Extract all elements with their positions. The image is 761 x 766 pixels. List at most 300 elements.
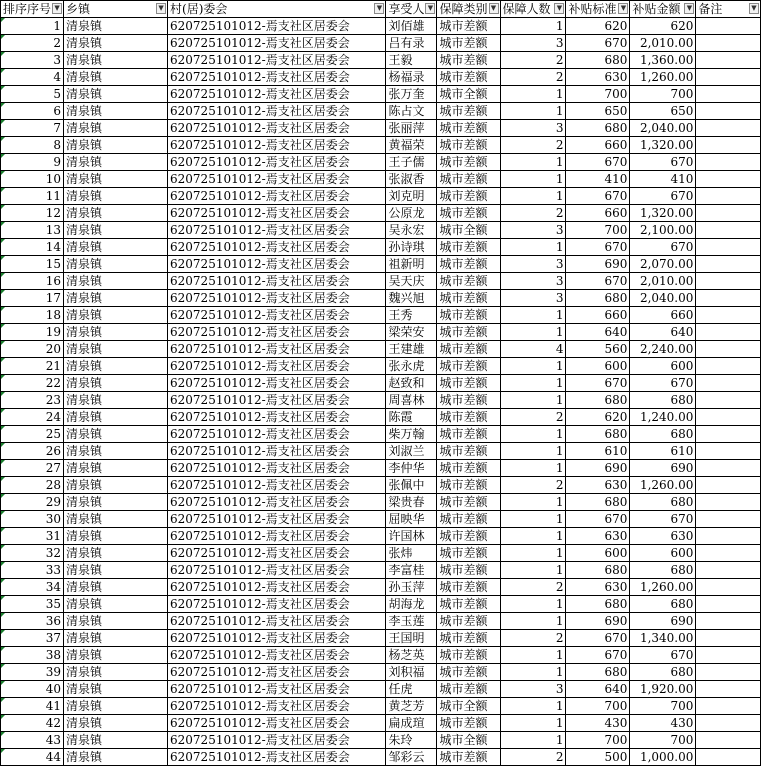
cell-category[interactable]: 城市差额 <box>437 120 500 137</box>
cell-standard[interactable]: 630 <box>566 528 630 545</box>
filter-dropdown-icon[interactable]: ▼ <box>618 3 628 14</box>
cell-amount[interactable]: 2,070.00 <box>630 256 696 273</box>
cell-amount[interactable]: 680 <box>630 596 696 613</box>
cell-amount[interactable]: 1,240.00 <box>630 409 696 426</box>
cell-town[interactable]: 清泉镇 <box>64 647 168 664</box>
filter-dropdown-icon[interactable]: ▼ <box>554 3 564 14</box>
cell-amount[interactable]: 700 <box>630 86 696 103</box>
cell-note[interactable] <box>696 18 761 35</box>
cell-amount[interactable]: 700 <box>630 698 696 715</box>
cell-seq[interactable]: 16 <box>1 273 64 290</box>
cell-count[interactable]: 2 <box>500 205 566 222</box>
cell-seq[interactable]: 5 <box>1 86 64 103</box>
cell-person[interactable]: 魏兴旭 <box>386 290 437 307</box>
cell-note[interactable] <box>696 86 761 103</box>
cell-standard[interactable]: 680 <box>566 52 630 69</box>
cell-amount[interactable]: 650 <box>630 103 696 120</box>
cell-town[interactable]: 清泉镇 <box>64 511 168 528</box>
cell-town[interactable]: 清泉镇 <box>64 86 168 103</box>
cell-category[interactable]: 城市差额 <box>437 613 500 630</box>
cell-town[interactable]: 清泉镇 <box>64 171 168 188</box>
cell-category[interactable]: 城市差额 <box>437 647 500 664</box>
cell-standard[interactable]: 690 <box>566 613 630 630</box>
cell-standard[interactable]: 680 <box>566 664 630 681</box>
cell-note[interactable] <box>696 596 761 613</box>
cell-standard[interactable]: 690 <box>566 256 630 273</box>
cell-standard[interactable]: 600 <box>566 358 630 375</box>
cell-count[interactable]: 4 <box>500 341 566 358</box>
cell-category[interactable]: 城市全额 <box>437 732 500 749</box>
cell-town[interactable]: 清泉镇 <box>64 545 168 562</box>
cell-town[interactable]: 清泉镇 <box>64 681 168 698</box>
cell-person[interactable]: 梁荣安 <box>386 324 437 341</box>
cell-category[interactable]: 城市全额 <box>437 86 500 103</box>
cell-amount[interactable]: 1,320.00 <box>630 205 696 222</box>
cell-count[interactable]: 1 <box>500 103 566 120</box>
cell-category[interactable]: 城市差额 <box>437 460 500 477</box>
cell-person[interactable]: 王毅 <box>386 52 437 69</box>
cell-amount[interactable]: 1,360.00 <box>630 52 696 69</box>
cell-count[interactable]: 1 <box>500 698 566 715</box>
cell-village[interactable]: 620725101012-焉支社区居委会 <box>168 511 386 528</box>
cell-person[interactable]: 张永虎 <box>386 358 437 375</box>
cell-note[interactable] <box>696 154 761 171</box>
cell-category[interactable]: 城市差额 <box>437 324 500 341</box>
cell-person[interactable]: 任虎 <box>386 681 437 698</box>
cell-village[interactable]: 620725101012-焉支社区居委会 <box>168 120 386 137</box>
cell-note[interactable] <box>696 52 761 69</box>
cell-amount[interactable]: 430 <box>630 715 696 732</box>
cell-standard[interactable]: 680 <box>566 562 630 579</box>
cell-town[interactable]: 清泉镇 <box>64 698 168 715</box>
cell-category[interactable]: 城市差额 <box>437 154 500 171</box>
cell-amount[interactable]: 1,000.00 <box>630 749 696 766</box>
cell-seq[interactable]: 35 <box>1 596 64 613</box>
cell-amount[interactable]: 680 <box>630 392 696 409</box>
cell-amount[interactable]: 680 <box>630 664 696 681</box>
cell-note[interactable] <box>696 69 761 86</box>
cell-village[interactable]: 620725101012-焉支社区居委会 <box>168 307 386 324</box>
cell-standard[interactable]: 630 <box>566 69 630 86</box>
cell-category[interactable]: 城市差额 <box>437 749 500 766</box>
cell-count[interactable]: 2 <box>500 749 566 766</box>
cell-amount[interactable]: 660 <box>630 307 696 324</box>
cell-village[interactable]: 620725101012-焉支社区居委会 <box>168 732 386 749</box>
cell-seq[interactable]: 23 <box>1 392 64 409</box>
cell-person[interactable]: 屈映华 <box>386 511 437 528</box>
cell-town[interactable]: 清泉镇 <box>64 443 168 460</box>
cell-person[interactable]: 刘淑兰 <box>386 443 437 460</box>
cell-note[interactable] <box>696 715 761 732</box>
cell-amount[interactable]: 410 <box>630 171 696 188</box>
cell-seq[interactable]: 42 <box>1 715 64 732</box>
cell-standard[interactable]: 640 <box>566 681 630 698</box>
cell-person[interactable]: 王子儒 <box>386 154 437 171</box>
cell-count[interactable]: 1 <box>500 443 566 460</box>
cell-seq[interactable]: 9 <box>1 154 64 171</box>
cell-town[interactable]: 清泉镇 <box>64 188 168 205</box>
cell-note[interactable] <box>696 545 761 562</box>
cell-seq[interactable]: 31 <box>1 528 64 545</box>
cell-note[interactable] <box>696 613 761 630</box>
header-cell-category[interactable]: 保障类别 ▼ <box>437 1 500 18</box>
cell-person[interactable]: 扁成瑄 <box>386 715 437 732</box>
cell-note[interactable] <box>696 120 761 137</box>
cell-town[interactable]: 清泉镇 <box>64 375 168 392</box>
cell-category[interactable]: 城市差额 <box>437 443 500 460</box>
cell-count[interactable]: 1 <box>500 732 566 749</box>
cell-standard[interactable]: 560 <box>566 341 630 358</box>
cell-amount[interactable]: 1,320.00 <box>630 137 696 154</box>
cell-amount[interactable]: 600 <box>630 545 696 562</box>
cell-count[interactable]: 1 <box>500 154 566 171</box>
cell-town[interactable]: 清泉镇 <box>64 460 168 477</box>
cell-standard[interactable]: 660 <box>566 137 630 154</box>
cell-seq[interactable]: 21 <box>1 358 64 375</box>
cell-standard[interactable]: 670 <box>566 647 630 664</box>
cell-standard[interactable]: 670 <box>566 188 630 205</box>
header-cell-seq[interactable]: 排序序号 ▼ <box>1 1 64 18</box>
header-cell-person[interactable]: 享受人 ▼ <box>386 1 437 18</box>
cell-category[interactable]: 城市差额 <box>437 664 500 681</box>
cell-count[interactable]: 1 <box>500 358 566 375</box>
cell-amount[interactable]: 690 <box>630 460 696 477</box>
cell-count[interactable]: 3 <box>500 35 566 52</box>
cell-seq[interactable]: 39 <box>1 664 64 681</box>
cell-category[interactable]: 城市差额 <box>437 273 500 290</box>
cell-village[interactable]: 620725101012-焉支社区居委会 <box>168 341 386 358</box>
cell-note[interactable] <box>696 647 761 664</box>
cell-person[interactable]: 黄芝芳 <box>386 698 437 715</box>
cell-seq[interactable]: 38 <box>1 647 64 664</box>
cell-person[interactable]: 陈霞 <box>386 409 437 426</box>
cell-category[interactable]: 城市差额 <box>437 103 500 120</box>
cell-town[interactable]: 清泉镇 <box>64 596 168 613</box>
cell-town[interactable]: 清泉镇 <box>64 137 168 154</box>
cell-category[interactable]: 城市差额 <box>437 239 500 256</box>
cell-seq[interactable]: 8 <box>1 137 64 154</box>
cell-category[interactable]: 城市差额 <box>437 528 500 545</box>
cell-seq[interactable]: 7 <box>1 120 64 137</box>
cell-amount[interactable]: 620 <box>630 18 696 35</box>
cell-seq[interactable]: 44 <box>1 749 64 766</box>
cell-count[interactable]: 1 <box>500 647 566 664</box>
cell-seq[interactable]: 22 <box>1 375 64 392</box>
cell-count[interactable]: 1 <box>500 239 566 256</box>
cell-count[interactable]: 3 <box>500 290 566 307</box>
cell-count[interactable]: 3 <box>500 273 566 290</box>
cell-category[interactable]: 城市差额 <box>437 545 500 562</box>
cell-village[interactable]: 620725101012-焉支社区居委会 <box>168 256 386 273</box>
cell-category[interactable]: 城市差额 <box>437 477 500 494</box>
cell-standard[interactable]: 700 <box>566 698 630 715</box>
cell-note[interactable] <box>696 630 761 647</box>
cell-town[interactable]: 清泉镇 <box>64 630 168 647</box>
cell-town[interactable]: 清泉镇 <box>64 409 168 426</box>
cell-note[interactable] <box>696 358 761 375</box>
header-cell-note[interactable]: 备注 ▼ <box>696 1 761 18</box>
cell-standard[interactable]: 650 <box>566 103 630 120</box>
cell-standard[interactable]: 670 <box>566 630 630 647</box>
cell-note[interactable] <box>696 749 761 766</box>
cell-note[interactable] <box>696 460 761 477</box>
cell-amount[interactable]: 1,920.00 <box>630 681 696 698</box>
cell-amount[interactable]: 670 <box>630 239 696 256</box>
cell-person[interactable]: 王国明 <box>386 630 437 647</box>
cell-category[interactable]: 城市差额 <box>437 511 500 528</box>
cell-village[interactable]: 620725101012-焉支社区居委会 <box>168 273 386 290</box>
cell-note[interactable] <box>696 188 761 205</box>
cell-town[interactable]: 清泉镇 <box>64 307 168 324</box>
cell-count[interactable]: 2 <box>500 137 566 154</box>
cell-standard[interactable]: 670 <box>566 375 630 392</box>
cell-town[interactable]: 清泉镇 <box>64 290 168 307</box>
cell-town[interactable]: 清泉镇 <box>64 528 168 545</box>
filter-dropdown-icon[interactable]: ▼ <box>156 3 166 14</box>
cell-seq[interactable]: 25 <box>1 426 64 443</box>
cell-village[interactable]: 620725101012-焉支社区居委会 <box>168 409 386 426</box>
cell-count[interactable]: 2 <box>500 579 566 596</box>
cell-count[interactable]: 1 <box>500 307 566 324</box>
cell-village[interactable]: 620725101012-焉支社区居委会 <box>168 494 386 511</box>
filter-dropdown-icon[interactable]: ▼ <box>749 3 759 14</box>
cell-person[interactable]: 张佩中 <box>386 477 437 494</box>
cell-town[interactable]: 清泉镇 <box>64 273 168 290</box>
cell-count[interactable]: 1 <box>500 545 566 562</box>
cell-village[interactable]: 620725101012-焉支社区居委会 <box>168 426 386 443</box>
cell-village[interactable]: 620725101012-焉支社区居委会 <box>168 647 386 664</box>
cell-amount[interactable]: 2,100.00 <box>630 222 696 239</box>
cell-category[interactable]: 城市差额 <box>437 205 500 222</box>
cell-category[interactable]: 城市差额 <box>437 69 500 86</box>
cell-seq[interactable]: 34 <box>1 579 64 596</box>
cell-amount[interactable]: 1,260.00 <box>630 579 696 596</box>
cell-count[interactable]: 1 <box>500 426 566 443</box>
cell-person[interactable]: 张万奎 <box>386 86 437 103</box>
cell-village[interactable]: 620725101012-焉支社区居委会 <box>168 545 386 562</box>
cell-seq[interactable]: 20 <box>1 341 64 358</box>
cell-count[interactable]: 2 <box>500 409 566 426</box>
cell-count[interactable]: 1 <box>500 715 566 732</box>
cell-town[interactable]: 清泉镇 <box>64 120 168 137</box>
cell-village[interactable]: 620725101012-焉支社区居委会 <box>168 596 386 613</box>
cell-town[interactable]: 清泉镇 <box>64 477 168 494</box>
cell-village[interactable]: 620725101012-焉支社区居委会 <box>168 86 386 103</box>
cell-person[interactable]: 赵致和 <box>386 375 437 392</box>
cell-standard[interactable]: 410 <box>566 171 630 188</box>
cell-count[interactable]: 2 <box>500 477 566 494</box>
cell-person[interactable]: 刘积福 <box>386 664 437 681</box>
cell-note[interactable] <box>696 494 761 511</box>
cell-standard[interactable]: 680 <box>566 494 630 511</box>
cell-count[interactable]: 1 <box>500 188 566 205</box>
cell-seq[interactable]: 10 <box>1 171 64 188</box>
header-cell-village[interactable]: 村(居)委会 ▼ <box>168 1 386 18</box>
cell-amount[interactable]: 690 <box>630 613 696 630</box>
cell-count[interactable]: 1 <box>500 171 566 188</box>
cell-person[interactable]: 黄福荣 <box>386 137 437 154</box>
cell-person[interactable]: 张炜 <box>386 545 437 562</box>
cell-category[interactable]: 城市差额 <box>437 409 500 426</box>
cell-category[interactable]: 城市差额 <box>437 596 500 613</box>
cell-person[interactable]: 陈占文 <box>386 103 437 120</box>
cell-seq[interactable]: 24 <box>1 409 64 426</box>
cell-category[interactable]: 城市差额 <box>437 392 500 409</box>
cell-person[interactable]: 李仲华 <box>386 460 437 477</box>
cell-count[interactable]: 3 <box>500 681 566 698</box>
cell-seq[interactable]: 2 <box>1 35 64 52</box>
cell-amount[interactable]: 1,340.00 <box>630 630 696 647</box>
cell-note[interactable] <box>696 698 761 715</box>
cell-count[interactable]: 3 <box>500 120 566 137</box>
cell-town[interactable]: 清泉镇 <box>64 239 168 256</box>
cell-village[interactable]: 620725101012-焉支社区居委会 <box>168 222 386 239</box>
cell-person[interactable]: 李玉莲 <box>386 613 437 630</box>
cell-standard[interactable]: 630 <box>566 579 630 596</box>
cell-seq[interactable]: 32 <box>1 545 64 562</box>
cell-seq[interactable]: 6 <box>1 103 64 120</box>
cell-village[interactable]: 620725101012-焉支社区居委会 <box>168 154 386 171</box>
cell-village[interactable]: 620725101012-焉支社区居委会 <box>168 290 386 307</box>
cell-town[interactable]: 清泉镇 <box>64 154 168 171</box>
cell-person[interactable]: 公原龙 <box>386 205 437 222</box>
cell-amount[interactable]: 630 <box>630 528 696 545</box>
cell-category[interactable]: 城市全额 <box>437 698 500 715</box>
cell-town[interactable]: 清泉镇 <box>64 256 168 273</box>
cell-person[interactable]: 梁贵春 <box>386 494 437 511</box>
cell-count[interactable]: 1 <box>500 562 566 579</box>
filter-dropdown-icon[interactable]: ▼ <box>52 3 62 14</box>
cell-note[interactable] <box>696 579 761 596</box>
cell-count[interactable]: 1 <box>500 511 566 528</box>
cell-seq[interactable]: 30 <box>1 511 64 528</box>
cell-town[interactable]: 清泉镇 <box>64 35 168 52</box>
cell-count[interactable]: 1 <box>500 86 566 103</box>
cell-note[interactable] <box>696 205 761 222</box>
cell-village[interactable]: 620725101012-焉支社区居委会 <box>168 18 386 35</box>
cell-category[interactable]: 城市差额 <box>437 630 500 647</box>
header-cell-town[interactable]: 乡镇 ▼ <box>64 1 168 18</box>
cell-note[interactable] <box>696 426 761 443</box>
cell-town[interactable]: 清泉镇 <box>64 426 168 443</box>
cell-count[interactable]: 1 <box>500 494 566 511</box>
cell-town[interactable]: 清泉镇 <box>64 579 168 596</box>
cell-village[interactable]: 620725101012-焉支社区居委会 <box>168 137 386 154</box>
cell-seq[interactable]: 28 <box>1 477 64 494</box>
cell-count[interactable]: 1 <box>500 596 566 613</box>
cell-count[interactable]: 1 <box>500 375 566 392</box>
cell-count[interactable]: 1 <box>500 392 566 409</box>
cell-category[interactable]: 城市差额 <box>437 715 500 732</box>
cell-amount[interactable]: 670 <box>630 647 696 664</box>
cell-seq[interactable]: 1 <box>1 18 64 35</box>
cell-amount[interactable]: 640 <box>630 324 696 341</box>
cell-seq[interactable]: 33 <box>1 562 64 579</box>
cell-person[interactable]: 朱玲 <box>386 732 437 749</box>
cell-note[interactable] <box>696 409 761 426</box>
cell-amount[interactable]: 1,260.00 <box>630 477 696 494</box>
cell-village[interactable]: 620725101012-焉支社区居委会 <box>168 188 386 205</box>
cell-standard[interactable]: 680 <box>566 392 630 409</box>
filter-dropdown-icon[interactable]: ▼ <box>425 3 435 14</box>
cell-town[interactable]: 清泉镇 <box>64 613 168 630</box>
cell-person[interactable]: 刘佰雄 <box>386 18 437 35</box>
cell-note[interactable] <box>696 324 761 341</box>
cell-note[interactable] <box>696 307 761 324</box>
cell-category[interactable]: 城市差额 <box>437 579 500 596</box>
cell-village[interactable]: 620725101012-焉支社区居委会 <box>168 562 386 579</box>
cell-count[interactable]: 2 <box>500 630 566 647</box>
cell-village[interactable]: 620725101012-焉支社区居委会 <box>168 103 386 120</box>
cell-village[interactable]: 620725101012-焉支社区居委会 <box>168 324 386 341</box>
cell-note[interactable] <box>696 681 761 698</box>
cell-village[interactable]: 620725101012-焉支社区居委会 <box>168 392 386 409</box>
cell-category[interactable]: 城市差额 <box>437 188 500 205</box>
cell-seq[interactable]: 27 <box>1 460 64 477</box>
cell-category[interactable]: 城市差额 <box>437 256 500 273</box>
cell-category[interactable]: 城市差额 <box>437 52 500 69</box>
cell-category[interactable]: 城市差额 <box>437 562 500 579</box>
cell-seq[interactable]: 36 <box>1 613 64 630</box>
cell-village[interactable]: 620725101012-焉支社区居委会 <box>168 528 386 545</box>
cell-standard[interactable]: 670 <box>566 154 630 171</box>
cell-town[interactable]: 清泉镇 <box>64 222 168 239</box>
cell-village[interactable]: 620725101012-焉支社区居委会 <box>168 681 386 698</box>
cell-category[interactable]: 城市差额 <box>437 341 500 358</box>
cell-note[interactable] <box>696 443 761 460</box>
cell-standard[interactable]: 700 <box>566 732 630 749</box>
cell-seq[interactable]: 17 <box>1 290 64 307</box>
cell-note[interactable] <box>696 341 761 358</box>
cell-town[interactable]: 清泉镇 <box>64 494 168 511</box>
cell-amount[interactable]: 670 <box>630 375 696 392</box>
cell-person[interactable]: 许国林 <box>386 528 437 545</box>
cell-town[interactable]: 清泉镇 <box>64 18 168 35</box>
cell-seq[interactable]: 11 <box>1 188 64 205</box>
cell-standard[interactable]: 620 <box>566 18 630 35</box>
filter-dropdown-icon[interactable]: ▼ <box>374 3 384 14</box>
cell-note[interactable] <box>696 392 761 409</box>
cell-category[interactable]: 城市差额 <box>437 681 500 698</box>
cell-person[interactable]: 周喜林 <box>386 392 437 409</box>
cell-person[interactable]: 杨芝英 <box>386 647 437 664</box>
cell-seq[interactable]: 15 <box>1 256 64 273</box>
cell-note[interactable] <box>696 732 761 749</box>
cell-person[interactable]: 王建雄 <box>386 341 437 358</box>
cell-note[interactable] <box>696 375 761 392</box>
cell-standard[interactable]: 680 <box>566 120 630 137</box>
cell-town[interactable]: 清泉镇 <box>64 69 168 86</box>
cell-village[interactable]: 620725101012-焉支社区居委会 <box>168 460 386 477</box>
cell-category[interactable]: 城市差额 <box>437 290 500 307</box>
cell-person[interactable]: 张淑香 <box>386 171 437 188</box>
cell-seq[interactable]: 43 <box>1 732 64 749</box>
cell-count[interactable]: 1 <box>500 324 566 341</box>
cell-village[interactable]: 620725101012-焉支社区居委会 <box>168 749 386 766</box>
cell-seq[interactable]: 4 <box>1 69 64 86</box>
cell-seq[interactable]: 3 <box>1 52 64 69</box>
cell-town[interactable]: 清泉镇 <box>64 715 168 732</box>
cell-person[interactable]: 祖新明 <box>386 256 437 273</box>
cell-village[interactable]: 620725101012-焉支社区居委会 <box>168 358 386 375</box>
cell-person[interactable]: 李富桂 <box>386 562 437 579</box>
cell-note[interactable] <box>696 171 761 188</box>
cell-standard[interactable]: 610 <box>566 443 630 460</box>
cell-amount[interactable]: 670 <box>630 188 696 205</box>
cell-standard[interactable]: 700 <box>566 86 630 103</box>
cell-amount[interactable]: 670 <box>630 154 696 171</box>
cell-note[interactable] <box>696 273 761 290</box>
